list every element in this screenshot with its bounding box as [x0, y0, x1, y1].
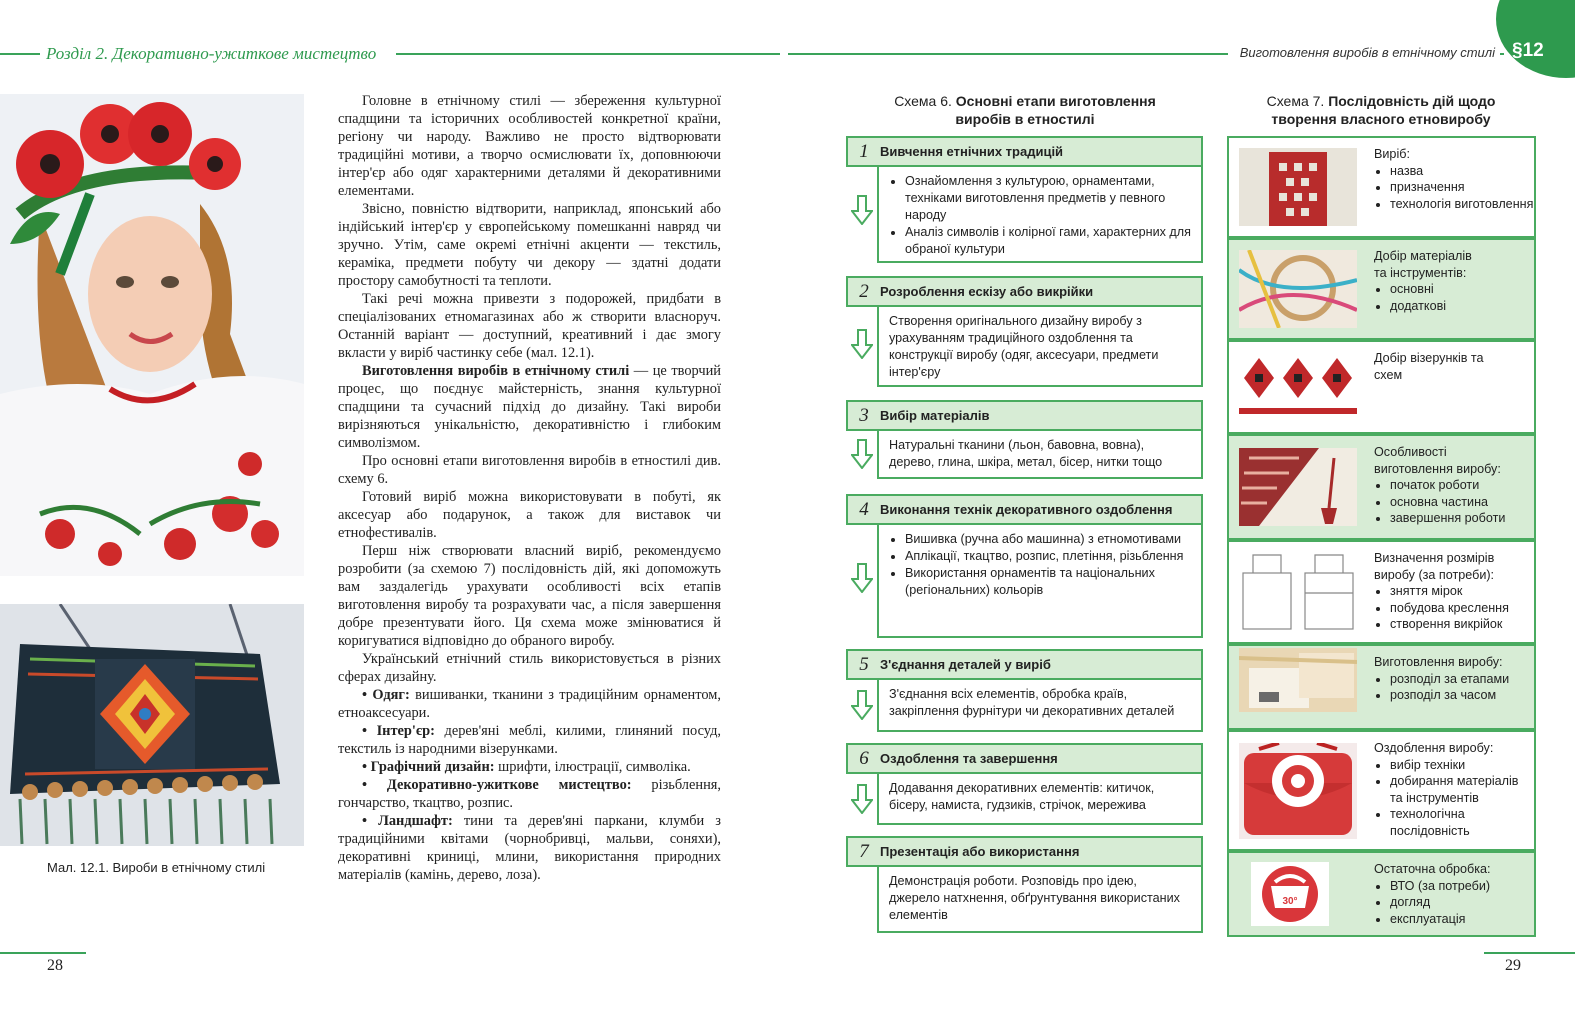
scheme7-row-finishing: 30° Остаточна обробка: • ВТО (за потреби) • догляд • експлуатація: [1227, 851, 1536, 937]
bullet-decorative-art: • Декоративно-ужиткове мистецтво: різьблення, гончарство, ткацтво, розпис.: [338, 777, 721, 811]
bag-pattern-drawing-image: [1239, 553, 1357, 631]
stage-5: [846, 649, 1203, 732]
section-title: Виготовлення виробів в етнічному стилі: [1239, 45, 1495, 60]
down-arrow-icon: [851, 195, 873, 225]
footer-line-left: [0, 952, 86, 954]
page-number-left: 28: [47, 957, 63, 974]
stage-6-header: 6 Оздоблення та завершення: [846, 743, 1203, 774]
stage-5-header: 5 З'єднання деталей у виріб: [846, 649, 1203, 680]
paragraph-3: Такі речі можна привезти з подорожей, придбати в спеціалізованих етномагазинах або ж створити власноруч. Останній варіант — доступний, креативний і дає змогу вкласти у виріб частинку себе (мал. 12.1).: [338, 291, 721, 361]
stage-7: [846, 836, 1203, 933]
stage-2-header: 2 Розроблення ескізу або викрійки: [846, 276, 1203, 307]
fabric-pieces-image: [1239, 648, 1357, 726]
bullet-landscape: • Ландшафт: тини та дерев'яні паркани, клумби з традиційними квітами (чорнобривці, мальви, соняхи), декоративні криниці, млини, використання природних матеріалів (камінь, дерево, лоза).: [338, 813, 721, 883]
paragraph-8: Український етнічний стиль використовується в різних сферах дизайну.: [338, 651, 721, 685]
red-bag-image: [1239, 743, 1357, 839]
stage-6: [846, 743, 1203, 825]
stage-3-body: Натуральні тканини (льон, бавовна, вовна), дерево, глина, шкіра, метал, бісер, нитки тощо: [877, 431, 1203, 479]
paragraph-badge: [1496, 0, 1575, 78]
stage-4-body: • Вишивка (ручна або машинна) з етномотивами • Аплікації, ткацтво, розпис, плетіння, різьблення • Використання орнаментів та національних (регіональних) кольорів: [877, 525, 1203, 638]
stage-4-header: 4 Виконання технік декоративного оздоблення: [846, 494, 1203, 525]
scheme7-row-item: Виріб: • назва • призначення • технологія виготовлення: [1227, 136, 1536, 238]
stage-7-header: 7 Презентація або використання: [846, 836, 1203, 867]
scheme7-row-decoration: Оздоблення виробу: • вибір техніки • добирання матеріалів та інструментів • технологічна послідовність: [1227, 730, 1536, 851]
embroidered-towel-image: [1239, 448, 1357, 526]
paragraph-7: Перш ніж створювати власний виріб, рекомендуємо розробити (за схемою 7) послідовність дій, які допоможуть вам заздалегідь урахувати особливості всіх етапів виготовлення виробу та розрахувати час, а після завершення добре презентувати його. Ця схема може змінюватися й коригуватися відповідно до обраного виробу.: [338, 543, 721, 649]
scheme6-title: Схема 6. Основні етапи виготовлення виробів в етностилі: [894, 93, 1156, 127]
svg-text:30°: 30°: [1282, 896, 1298, 907]
down-arrow-icon: [851, 690, 873, 720]
main-text: [338, 92, 721, 884]
down-arrow-icon: [851, 563, 873, 593]
paragraph-2: Звісно, повністю відтворити, наприклад, японський або індійський інтер'єр у європейському помешканні навряд чи зручно. Утім, саме окремі етнічні акценти — текстиль, кераміка, предмети побуту чи декору — здатні додати простору самобутності та теплоти.: [338, 201, 721, 289]
bullet-interior: • Інтер'єр: дерев'яні меблі, килими, глиняний посуд, текстиль із народними візерунками.: [338, 723, 722, 757]
scheme7-column: [1227, 136, 1536, 937]
bullet-clothing: • Одяг: вишиванки, тканини з традиційним орнаментом, етноаксесуари.: [338, 687, 721, 721]
stage-2-body: Створення оригінального дизайну виробу з урахуванням традиційного оздоблення та конструкції виробу (одяг, аксесуари, предмети інтер'єру: [877, 307, 1203, 387]
paragraph-1: Головне в етнічному стилі — збереження культурної спадщини та історичних особливостей конкретної країни, регіону чи народу. Важливо не просто відтворювати традиційні мотиви, а творчо осмислювати їх, доповнюючи інтер'єр або одяг характерними деталями й декоративними елементами.: [338, 93, 721, 199]
footer-line-right: [1484, 952, 1575, 954]
stage-1: [846, 136, 1203, 263]
header-line-left-b: [396, 53, 780, 55]
ornament-pattern-image: [1239, 348, 1357, 426]
chapter-title: Розділ 2. Декоративно-ужиткове мистецтво: [46, 44, 377, 63]
stage-1-body: • Ознайомлення з культурою, орнаментами, техніками виготовлення предметів у певного народу • Аналіз символів і колірної гами, характерних для обраної культури: [877, 167, 1203, 263]
embroidered-shirt-image: [1239, 148, 1357, 226]
paragraph-6: Готовий виріб можна використовувати в побуті, як аксесуар або подарунок, а також для виставок чи етнофестивалів.: [338, 489, 721, 541]
paragraph-number: §12: [1512, 40, 1544, 61]
header-line-right-end: [1500, 53, 1504, 55]
down-arrow-icon: [851, 439, 873, 469]
stage-2: [846, 276, 1203, 387]
scheme7-row-patterns: Добір візерунків та схем: [1227, 340, 1536, 434]
photo-ethnic-bag: [0, 604, 304, 846]
paragraph-4-rest: — це творчий процес, що поєднує майстерність, знання культурної спадщини та сучасний підхід до дизайну. Такі вироби вирізняються унікальністю, декоративністю і глибоким символізмом.: [338, 363, 721, 451]
header-line-left-a: [0, 53, 40, 55]
scheme7-title: Схема 7. Послідовність дій щодо творення власного етновиробу: [1266, 93, 1496, 127]
header-line-right: [788, 53, 1228, 55]
down-arrow-icon: [851, 784, 873, 814]
stage-5-body: З'єднання всіх елементів, обробка країв, закріплення фурнітури чи декоративних деталей: [877, 680, 1203, 732]
stage-3: [846, 400, 1203, 479]
washing-30-icon: [1251, 862, 1329, 926]
page-number-right: 29: [1505, 957, 1521, 974]
term-bold: Виготовлення виробів в етнічному стилі: [362, 363, 630, 379]
paragraph-4: [338, 362, 721, 452]
down-arrow-icon: [851, 329, 873, 359]
paragraph-5: Про основні етапи виготовлення виробів в етностилі див. схему 6.: [338, 453, 721, 487]
stage-1-header: 1 Вивчення етнічних традицій: [846, 136, 1203, 167]
bullet-graphic-design: • Графічний дизайн: шрифти, ілюстрації, символіка.: [362, 759, 691, 775]
photo-girl-wreath: [0, 94, 304, 576]
embroidery-hoop-image: [1239, 250, 1357, 328]
scheme7-row-features: Особливості виготовлення виробу: • початок роботи • основна частина • завершення роботи: [1227, 434, 1536, 540]
scheme7-row-making: Виготовлення виробу: • розподіл за етапами • розподіл за часом: [1227, 644, 1536, 730]
stage-7-body: Демонстрація роботи. Розповідь про ідею, джерело натхнення, обґрунтування використаних елементів: [877, 867, 1203, 933]
stage-6-body: Додавання декоративних елементів: китичок, бісеру, намиста, гудзиків, стрічок, мережива: [877, 774, 1203, 825]
stage-3-header: 3 Вибір матеріалів: [846, 400, 1203, 431]
figure-caption: Мал. 12.1. Вироби в етнічному стилі: [47, 860, 266, 875]
scheme7-row-sizes: Визначення розмірів виробу (за потреби): • зняття мірок • побудова креслення • створення викрійок: [1227, 540, 1536, 644]
scheme7-row-materials: Добір матеріалів та інструментів: • основні • додаткові: [1227, 238, 1536, 340]
stage-4: [846, 494, 1203, 638]
